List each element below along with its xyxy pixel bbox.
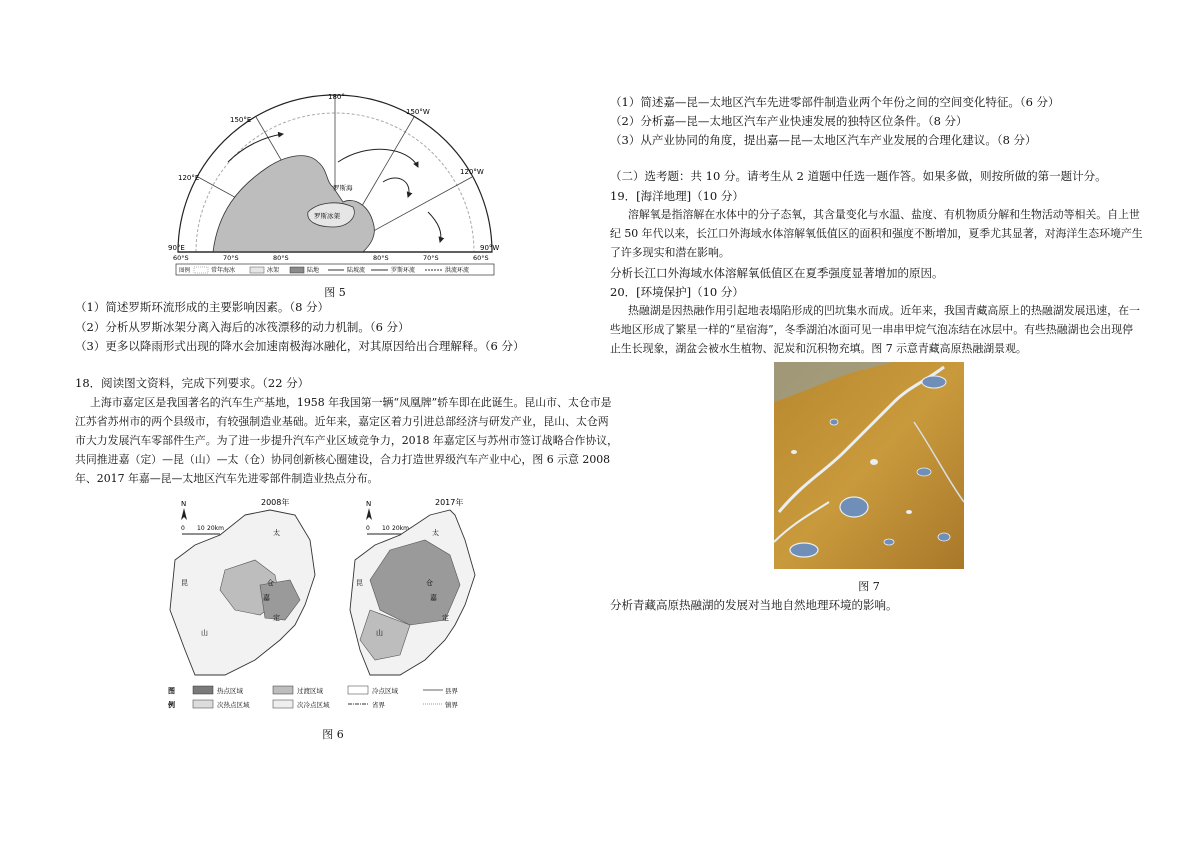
thermokarst-lake-photo [774, 362, 964, 569]
lat-label: 60°S [473, 254, 489, 262]
ross-ice-shelf-label: 罗斯冰架 [314, 212, 340, 220]
map-2017 [350, 497, 475, 675]
fig6-legend-item: 次冷点区域 [297, 701, 330, 709]
place-label: 嘉 [263, 594, 270, 602]
map-2008 [170, 497, 315, 675]
lake [870, 459, 878, 465]
q18-sub-2: （2）分析嘉—昆—太地区汽车产业快速发展的独特区位条件。（8 分） [610, 114, 968, 128]
q18-heading: 18．阅读图文资料，完成下列要求。（22 分） [75, 376, 310, 390]
legend-swatch-land [290, 267, 304, 273]
lake [791, 450, 797, 454]
q18-sub-3: （3）从产业协同的角度，提出嘉—昆—太地区汽车产业发展的合理化建议。（8 分） [610, 133, 1037, 147]
q17-sub-3: （3）更多以降雨形式出现的降水会加速南极海冰融化，对其原因给出合理解释。（6 分） [75, 339, 525, 353]
q18-text-line: 上海市嘉定区是我国著名的汽车生产基地，1958 年我国第一辆“凤凰牌”轿车即在此诞生。昆山市、太仓市是 [90, 396, 612, 409]
q19-heading: 19．[海洋地理]（10 分） [610, 189, 744, 203]
lon-label: 180° [328, 93, 345, 101]
q19-text-line: 溶解氧是指溶解在水体中的分子态氧，其含量变化与水温、盐度、有机物质分解和生物活动等相关。自上世 [628, 208, 1140, 221]
lake [922, 376, 946, 388]
legend-swatch-cold [348, 686, 368, 694]
fig5-legend-title: 图例 [179, 268, 191, 274]
legend-swatch-seaice [194, 267, 208, 273]
fig6-legend-item: 镇界 [445, 701, 458, 709]
legend-swatch-hot [193, 686, 213, 694]
q20-text-line: 热融湖是因热融作用引起地表塌陷形成的凹坑集水而成。近年来，我国青藏高原上的热融湖发展迅速，在一 [628, 304, 1140, 317]
terrain-background [774, 362, 964, 569]
lat-label: 80°S [373, 254, 389, 262]
north-arrow-label: N [366, 500, 372, 508]
lat-label: 70°S [423, 254, 439, 262]
antarctic-map-svg [168, 92, 502, 277]
scale-label: 20km [207, 525, 224, 532]
place-label: 昆 [181, 579, 188, 587]
q18-text-line: 年、2017 年嘉—昆—太地区汽车先进零部件制造业热点分布。 [75, 472, 379, 485]
q18-text-line: 共同推进嘉（定）—昆（山）—太（仓）协同创新核心圈建设，合力打造世界级汽车产业中心，图 6 示意 2008 [75, 453, 611, 466]
figure-6 [165, 490, 464, 720]
lon-label: 120°E [178, 174, 200, 182]
place-label: 太 [432, 529, 439, 537]
place-label: 仓 [426, 579, 433, 587]
legend-swatch-subcold [273, 700, 293, 708]
place-label: 山 [376, 629, 383, 637]
q20-text-line: 些地区形成了繁星一样的“星宿海”，冬季湖泊冰面可见一串串甲烷气泡冻结在冰层中。有些热融湖也会出现停 [610, 323, 1133, 336]
fig5-legend-item: 罗斯环流 [391, 267, 416, 274]
place-label: 太 [273, 529, 280, 537]
fig6-legend [168, 686, 459, 709]
q18-text-line: 市大力发展汽车零部件生产。为了进一步提升汽车产业区域竞争力，2018 年嘉定区与苏州市签订战略合作协议， [75, 434, 619, 447]
q19-task: 分析长江口外海域水体溶解氧低值区在夏季强度显著增加的原因。 [610, 266, 944, 280]
map-2017-title: 2017年 [435, 498, 464, 507]
fig6-legend-title: 例 [168, 701, 175, 709]
figure-5-caption: 图 5 [324, 286, 346, 299]
lake [906, 510, 912, 514]
fig6-legend-item: 省界 [372, 701, 385, 709]
scale-label: 10 [382, 525, 390, 532]
legend-swatch-iceshelf [250, 267, 264, 273]
figure-6-caption: 图 6 [322, 728, 344, 741]
north-arrow-icon [366, 508, 372, 520]
place-label: 仓 [267, 579, 274, 587]
lon-label: 150°W [406, 108, 430, 116]
figure-6-svg [165, 490, 464, 720]
lake [840, 497, 868, 517]
legend-swatch-transition [273, 686, 293, 694]
scale-label: 20km [392, 525, 409, 532]
scale-label: 0 [181, 525, 185, 532]
q17-sub-2: （2）分析从罗斯冰架分离入海后的冰筏漂移的动力机制。（6 分） [75, 320, 410, 334]
fig6-legend-item: 热点区域 [217, 687, 243, 695]
lat-label: 70°S [223, 254, 239, 262]
fig5-legend-item: 洪流环流 [445, 267, 470, 274]
lon-label: 120°W [460, 168, 484, 176]
q18-text-line: 江苏省苏州市的两个县级市，有较强制造业基础。近年来，嘉定区着力引进总部经济与研发产业，昆山、太仓两 [75, 415, 609, 428]
fig6-legend-item: 县界 [445, 687, 458, 695]
q20-text-line: 止生长现象，湖盆会被水生植物、泥炭和沉积物充填。图 7 示意青藏高原热融湖景观。 [610, 342, 1027, 355]
legend-swatch-subhot [193, 700, 213, 708]
place-label: 定 [273, 614, 280, 622]
north-arrow-icon [181, 508, 187, 520]
map-2008-title: 2008年 [261, 498, 290, 507]
lake [917, 468, 931, 476]
lake [790, 543, 818, 557]
place-label: 昆 [356, 579, 363, 587]
scale-label: 0 [366, 525, 370, 532]
figure-7-photo [774, 362, 964, 569]
lon-label: 90°W [480, 244, 500, 252]
lake [830, 419, 838, 425]
lon-label: 90°E [168, 244, 185, 252]
fig6-legend-item: 冷点区域 [372, 687, 398, 695]
scale-label: 10 [197, 525, 205, 532]
fig5-legend-item: 陆坡流 [347, 267, 366, 274]
elective-instruction: （二）选考题：共 10 分。请考生从 2 道题中任选一题作答。如果多做，则按所做的第一题计分。 [610, 169, 1107, 183]
fig5-legend-item: 常年海冰 [211, 267, 236, 274]
lake [884, 539, 894, 545]
north-arrow-label: N [181, 500, 187, 508]
q18-sub-1: （1）简述嘉—昆—太地区汽车先进零部件制造业两个年份之间的空间变化特征。（6 分） [610, 95, 1060, 109]
q20-task: 分析青藏高原热融湖的发展对当地自然地理环境的影响。 [610, 598, 898, 612]
fig5-legend-item: 陆地 [307, 267, 320, 274]
fig6-legend-item: 过渡区域 [297, 687, 323, 695]
fig6-legend-item: 次热点区域 [217, 701, 250, 709]
figure-5-map [168, 92, 502, 277]
q20-heading: 20．[环境保护]（10 分） [610, 285, 744, 299]
q19-text-line: 纪 50 年代以来，长江口外海域水体溶解氧低值区的面积和强度不断增加，夏季尤其显著，对海洋生态环境产生 [610, 227, 1143, 240]
figure-7-caption: 图 7 [858, 580, 880, 593]
lake [938, 533, 950, 541]
ross-sea-label: 罗斯海 [333, 184, 353, 192]
fig5-legend-item: 冰架 [267, 267, 280, 274]
place-label: 嘉 [430, 594, 437, 602]
lat-label: 80°S [273, 254, 289, 262]
lat-label: 60°S [173, 254, 189, 262]
q19-text-line: 了许多现实和潜在影响。 [610, 246, 730, 259]
place-label: 定 [442, 614, 449, 622]
q17-sub-1: （1）简述罗斯环流形成的主要影响因素。（8 分） [75, 300, 330, 314]
lon-label: 150°E [230, 116, 252, 124]
fig6-legend-title: 图 [168, 687, 175, 695]
place-label: 山 [201, 629, 208, 637]
